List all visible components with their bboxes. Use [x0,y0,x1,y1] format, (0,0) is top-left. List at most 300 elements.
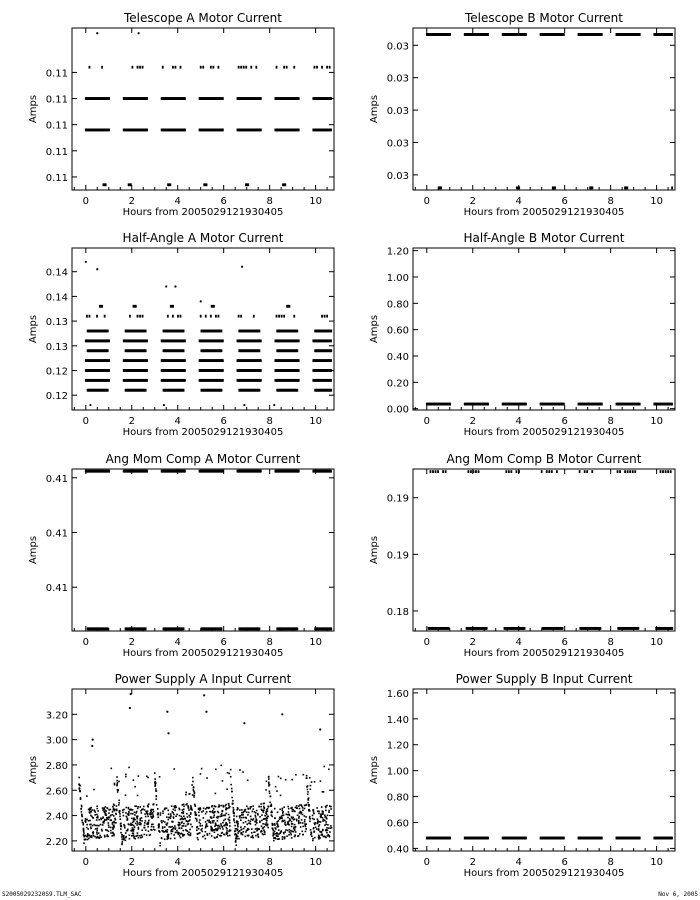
data-point [205,315,207,318]
data-point [167,315,169,318]
data-point [144,809,146,811]
data-point [218,806,220,808]
outlier-point [96,268,98,270]
data-point [104,819,106,821]
data-point [96,831,98,833]
data-point [108,359,110,362]
data-point [322,830,324,832]
data-point [277,833,279,835]
data-point [298,359,300,362]
data-point [185,829,187,831]
data-point [270,804,272,806]
data-point [308,810,310,812]
data-point [309,817,311,819]
data-point [660,470,662,473]
chart-title: Power Supply B Input Current [455,672,633,686]
data-point [159,845,161,847]
data-point [95,825,97,827]
data-point [256,828,258,830]
data-point [260,97,262,100]
data-point [115,819,117,821]
data-point [130,823,132,825]
data-point [181,804,183,806]
data-point [153,816,155,818]
data-point [129,834,131,836]
data-point [87,835,89,837]
x-tick-label: 8 [607,416,614,427]
data-point [138,827,140,829]
data-point [285,779,287,781]
data-point [183,834,185,836]
data-point [184,470,186,473]
data-point [671,627,673,630]
outlier-point [85,261,87,263]
data-point [154,782,156,784]
data-point [236,830,238,832]
data-point [148,830,150,832]
data-point [113,826,115,828]
x-tick-label: 0 [423,637,430,648]
x-axis-label: Hours from 2005029121930405 [463,868,625,879]
data-point [150,810,152,812]
data-point [317,821,319,823]
data-point [110,827,112,829]
data-point [180,837,182,839]
x-axis-label: Hours from 2005029121930405 [463,427,625,438]
data-point [302,834,304,836]
data-point [579,470,581,473]
data-point [164,821,166,823]
data-point [155,798,157,800]
data-point [96,819,98,821]
data-point [157,816,159,818]
data-point [101,830,103,832]
y-axis-label: Amps [28,755,39,785]
data-point [330,470,332,473]
data-point [118,804,120,806]
data-point [275,838,277,840]
data-point [196,829,198,831]
data-point [221,826,223,828]
data-point [487,33,489,36]
data-point [105,829,107,831]
data-point [191,784,193,786]
data-point [120,828,122,830]
data-point [89,824,91,826]
data-point [82,824,84,826]
data-point [541,470,543,473]
data-point [266,780,268,782]
data-point [617,470,619,473]
chart-panel-8 [369,672,675,879]
data-point [318,829,320,831]
data-point [242,814,244,816]
data-point [190,805,192,807]
data-point [183,819,185,821]
data-point [144,813,146,815]
data-point [318,835,320,837]
data-point [302,826,304,828]
data-point [100,817,102,819]
y-tick-label: 0.13 [45,341,68,353]
data-point [95,828,97,830]
plot-frame [413,248,675,410]
data-point [131,830,133,832]
data-point [213,815,215,817]
x-tick-label: 2 [469,637,476,648]
x-tick-label: 2 [128,857,135,868]
data-point [326,315,328,318]
data-point [227,835,229,837]
data-point [101,836,103,838]
data-point [146,369,148,372]
data-point [268,783,270,785]
data-point [129,838,131,840]
data-point [213,816,215,818]
data-point [324,824,326,826]
data-point [207,820,209,822]
data-point [153,811,155,813]
data-point [310,785,312,787]
data-point [282,838,284,840]
data-point [145,816,147,818]
data-point [102,817,104,819]
data-point [206,811,208,813]
data-point [98,825,100,827]
data-point [248,808,250,810]
outlier-point [163,404,165,406]
data-point [196,826,198,828]
data-point [292,823,294,825]
data-point [556,470,558,473]
data-point [159,776,161,778]
x-tick-label: 2 [128,196,135,207]
data-point [330,359,332,362]
data-points [85,470,332,630]
data-point [591,470,593,473]
y-axis-label: Amps [369,535,380,565]
data-point [104,812,106,814]
data-point [302,807,304,809]
data-point [103,822,105,824]
data-point [263,818,265,820]
data-point [318,811,320,813]
data-point [140,812,142,814]
data-point [96,814,98,816]
data-point [562,627,564,630]
x-tick-label: 10 [309,857,322,868]
data-point [121,838,123,840]
data-point [93,835,95,837]
y-tick-label: 2.80 [45,760,68,772]
plot-frame [413,689,675,851]
data-point [88,838,90,840]
data-point [320,816,322,818]
data-point [279,808,281,810]
data-point [188,815,190,817]
data-point [190,808,192,810]
data-point [118,800,120,802]
data-point [78,777,80,779]
data-point [228,814,230,816]
data-point [231,791,233,793]
data-point [186,820,188,822]
data-point [274,808,276,810]
data-point [97,810,99,812]
y-tick-label: 0.60 [386,818,409,830]
data-point [219,835,221,837]
data-point [278,776,280,778]
data-point [524,627,526,630]
data-point [289,818,291,820]
data-point [257,833,259,835]
data-point [243,822,245,824]
data-point [478,470,480,473]
data-point [305,823,307,825]
data-point [256,822,258,824]
data-point [222,810,224,812]
data-point [294,818,296,820]
data-point [181,812,183,814]
data-point [230,776,232,778]
data-points [426,33,673,189]
data-point [160,812,162,814]
data-point [256,819,258,821]
data-point [216,817,218,819]
data-point [146,813,148,815]
data-point [264,833,266,835]
data-point [199,825,201,827]
data-point [125,812,127,814]
data-point [172,809,174,811]
data-point [112,832,114,834]
data-point [128,807,130,809]
data-point [172,66,174,69]
data-point [172,821,174,823]
data-point [312,838,314,840]
data-point [320,780,322,782]
data-point [309,820,311,822]
y-tick-label: 0.03 [386,170,409,182]
x-axis-label: Hours from 2005029121930405 [463,648,625,659]
data-point [128,767,130,769]
data-point [139,315,141,318]
data-point [104,315,106,318]
data-point [165,831,167,833]
data-point [257,813,259,815]
data-point [639,33,641,36]
data-point [325,810,327,812]
data-point [298,835,300,837]
data-point [252,811,254,813]
data-point [229,773,231,775]
outlier-point [319,728,321,730]
data-point [236,822,238,824]
data-point [226,788,228,790]
data-point [83,828,85,830]
x-tick-label: 6 [561,857,568,868]
data-point [300,822,302,824]
data-point [259,349,261,352]
data-point [225,822,227,824]
data-point [563,403,565,406]
y-axis-label: Amps [28,314,39,344]
data-point [166,836,168,838]
data-point [184,369,186,372]
data-point [158,827,160,829]
data-point [181,827,183,829]
data-point [243,811,245,813]
data-point [145,349,147,352]
data-point [308,797,310,799]
data-point [136,835,138,837]
data-point [96,825,98,827]
outlier-point [91,745,93,747]
data-point [634,470,636,473]
data-point [215,793,217,795]
data-point [205,808,207,810]
data-point [283,806,285,808]
data-point [138,837,140,839]
data-point [268,785,270,787]
data-point [282,808,284,810]
data-point [486,627,488,630]
outlier-point [200,300,202,302]
data-point [277,812,279,814]
data-point [110,830,112,832]
data-point [146,97,148,100]
data-point [320,814,322,816]
data-point [276,835,278,837]
data-point [268,782,270,784]
data-point [173,827,175,829]
data-point [144,834,146,836]
data-point [286,835,288,837]
data-point [294,834,296,836]
y-axis-label: Amps [369,94,380,124]
data-point [203,817,205,819]
chart-panel-2 [369,11,675,218]
data-point [210,822,212,824]
data-point [210,315,212,318]
y-tick-label: 1.00 [386,272,409,284]
data-point [330,97,332,100]
data-point [229,819,231,821]
x-tick-label: 8 [266,857,273,868]
data-point [239,809,241,811]
data-point [317,810,319,812]
data-point [161,837,163,839]
data-point [220,814,222,816]
data-point [243,66,245,69]
x-tick-label: 4 [515,857,522,868]
data-point [183,813,185,815]
data-point [159,842,161,844]
data-point [193,787,195,789]
data-point [442,470,444,473]
data-point [89,811,91,813]
outlier-point [243,722,245,724]
data-point [270,795,272,797]
data-point [307,789,309,791]
data-point [242,771,244,773]
y-tick-label: 0.03 [386,138,409,150]
data-point [84,820,86,822]
data-point [525,403,527,406]
data-point [210,811,212,813]
outlier-point [203,694,205,696]
data-point [139,66,141,69]
data-point [222,97,224,100]
data-point [202,66,204,69]
data-point [189,835,191,837]
data-point [311,781,313,783]
data-point [199,832,201,834]
data-point [90,828,92,830]
data-point [240,315,242,318]
data-point [182,830,184,832]
data-point [173,768,175,770]
data-point [132,835,134,837]
data-point [176,814,178,816]
data-point [291,826,293,828]
data-point [440,186,442,189]
data-point [86,827,88,829]
data-point [179,835,181,837]
data-point [311,831,313,833]
data-point [235,841,237,843]
data-point [298,823,300,825]
data-point [147,810,149,812]
data-point [312,810,314,812]
data-point [164,809,166,811]
data-point [152,824,154,826]
data-point [132,827,134,829]
y-tick-label: 2.60 [45,786,68,798]
data-point [325,830,327,832]
data-point [185,794,187,796]
x-tick-label: 0 [423,857,430,868]
data-point [328,827,330,829]
data-point [145,389,147,392]
data-point [193,796,195,798]
data-point [120,823,122,825]
data-point [81,814,83,816]
data-point [146,823,148,825]
data-point [172,831,174,833]
data-point [147,826,149,828]
y-tick-label: 0.60 [386,325,409,337]
data-point [187,806,189,808]
data-point [261,830,263,832]
data-point [265,824,267,826]
data-point [180,818,182,820]
data-point [297,814,299,816]
data-point [138,824,140,826]
y-tick-label: 3.20 [45,710,68,722]
data-point [246,811,248,813]
data-point [318,813,320,815]
data-point [112,811,114,813]
plot-frame [413,28,675,190]
data-point [126,807,128,809]
data-point [305,816,307,818]
data-point [183,808,185,810]
data-point [133,829,135,831]
data-point [321,806,323,808]
data-point [304,819,306,821]
data-point [266,820,268,822]
